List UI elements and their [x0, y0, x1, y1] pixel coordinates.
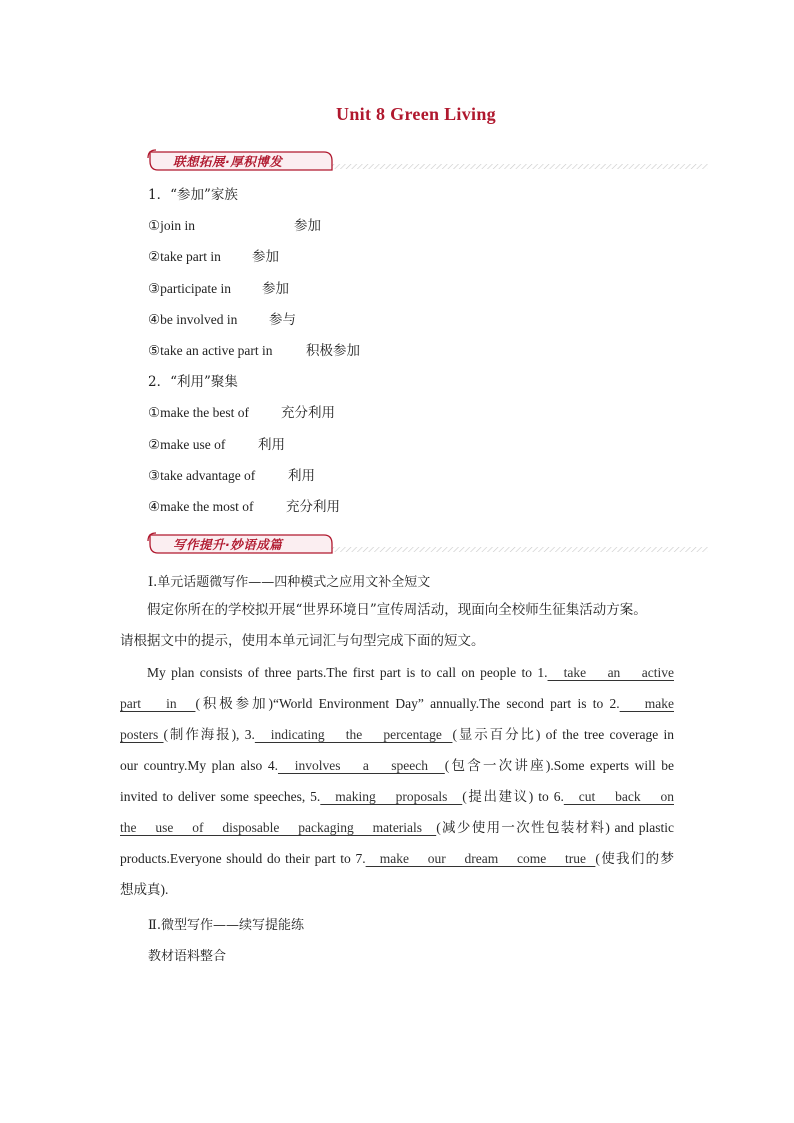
- list-item: ④be involved in 参与: [148, 312, 296, 328]
- answer-blank: make our dream come true: [365, 851, 596, 866]
- intro-line: 假定你所在的学校拟开展“世界环境日”宣传周活动，现面向全校师生征集活动方案。: [147, 602, 647, 618]
- answer-blank: involves a speech: [277, 758, 445, 773]
- list-item: ④make the most of 充分利用: [148, 499, 340, 515]
- banner-title: 联想拓展·厚积博发: [173, 154, 283, 169]
- section-banner-association: [146, 148, 708, 174]
- answer-blank: part in: [120, 696, 196, 711]
- passage-line: products.Everyone should do their part to 7. make our dream come true (使我们的梦: [120, 851, 675, 866]
- banner-title: 写作提升·妙语成篇: [173, 537, 283, 552]
- list-item: ⑤take an active part in 积极参加: [148, 343, 360, 359]
- answer-blank: take an active: [547, 665, 674, 680]
- section-header: 2．“利用”聚集: [148, 374, 238, 390]
- intro-line: 请根据文中的提示，使用本单元词汇与句型完成下面的短文。: [120, 633, 485, 649]
- answer-blank: make: [619, 696, 674, 711]
- passage: [120, 595, 674, 905]
- list-item: ③take advantage of 利用: [148, 468, 315, 484]
- section-banner-writing: [146, 531, 708, 557]
- answer-blank: indicating the percentage: [254, 727, 453, 742]
- passage-line: the use of disposable packaging materials (减少使用一次性包装材料) and plastic: [120, 820, 674, 835]
- answer-blank: making proposals: [320, 789, 463, 804]
- list-item: ③participate in 参加: [148, 281, 289, 297]
- part-heading: Ⅱ.微型写作——续写提能练: [148, 918, 304, 933]
- passage-line: 想成真).: [120, 882, 169, 897]
- answer-blank: cut back on: [563, 789, 674, 804]
- list-item: ②make use of 利用: [148, 437, 285, 453]
- list-item: ①make the best of 充分利用: [148, 405, 335, 421]
- passage-line: invited to deliver some speeches, 5. making proposals (提出建议) to 6. cut back on: [120, 789, 674, 804]
- page-title: Unit 8 Green Living: [336, 104, 496, 124]
- section-header: 1．“参加”家族: [148, 187, 238, 203]
- list-item: ①join in 参加: [148, 218, 321, 234]
- list-item: ②take part in 参加: [148, 249, 279, 265]
- answer-blank: the use of disposable packaging materials: [120, 820, 437, 835]
- answer-blank: posters: [120, 727, 164, 742]
- passage-line: posters (制作海报), 3. indicating the percentage (显示百分比) of the tree coverage in: [120, 727, 674, 742]
- passage-line: our country.My plan also 4. involves a speech (包含一次讲座).Some experts will be: [120, 758, 674, 773]
- sub-heading: 教材语料整合: [148, 949, 227, 964]
- passage-line: part in (积极参加)“World Environment Day” annually.The second part is to 2. make: [120, 696, 674, 711]
- passage-line: My plan consists of three parts.The first part is to call on people to 1. take an active: [147, 665, 674, 680]
- part-heading: Ⅰ.单元话题微写作——四种模式之应用文补全短文: [148, 575, 431, 590]
